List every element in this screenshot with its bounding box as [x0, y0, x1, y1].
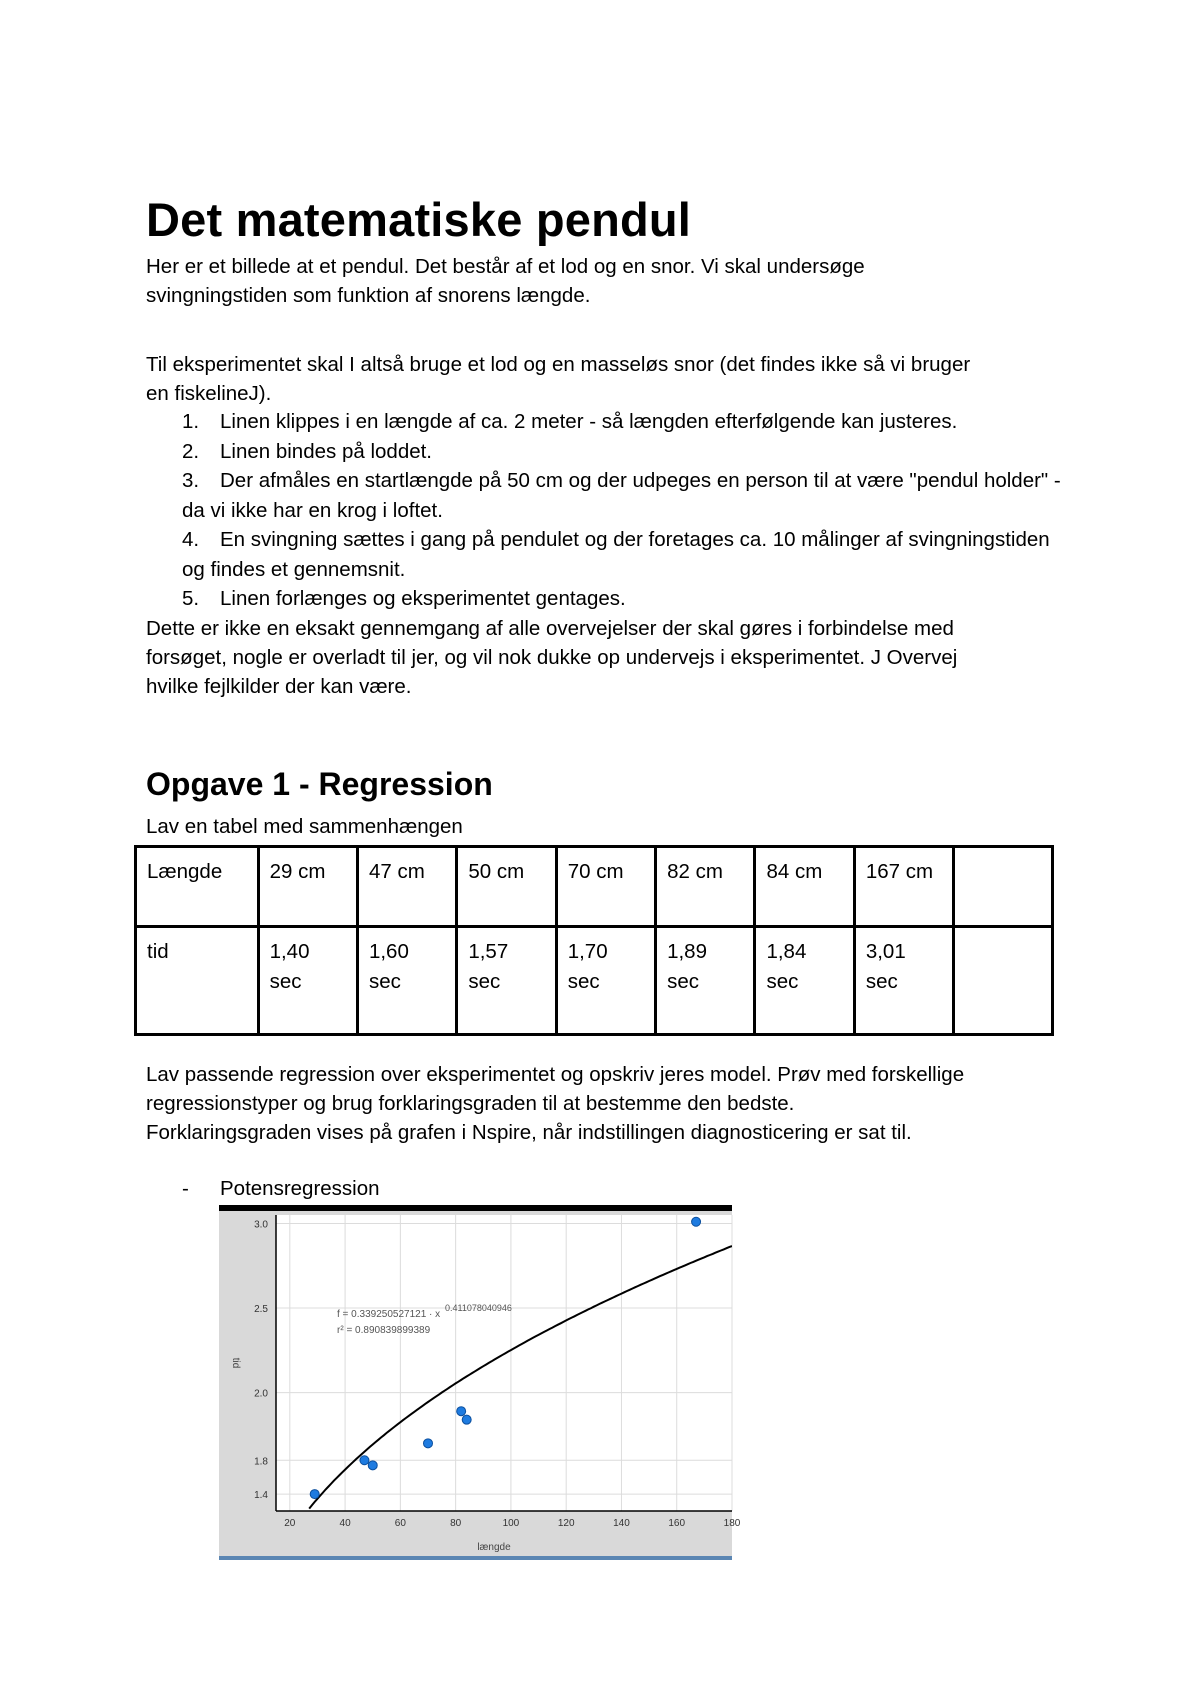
- regression-line: regressionstyper og brug forklaringsgraden til at bestemme den bedste.: [146, 1092, 795, 1115]
- y-tick-label: 3.0: [254, 1219, 268, 1231]
- x-tick-label: 20: [284, 1518, 296, 1529]
- data-point: [692, 1217, 701, 1226]
- table-cell: 1,60 sec: [357, 927, 456, 1035]
- intro-line: svingningstiden som funktion af snorens længde.: [146, 284, 591, 307]
- table-cell: 167 cm: [854, 847, 953, 927]
- fit-r-squared: r² = 0.890839899389: [337, 1325, 431, 1336]
- table-cell: tid: [136, 927, 259, 1035]
- note-line: forsøget, nogle er overladt til jer, og vil nok dukke op undervejs i eksperimentet. J Overvej: [146, 646, 958, 669]
- measurement-table: [134, 845, 1054, 1036]
- table-cell: 70 cm: [556, 847, 655, 927]
- screenshot-bottom-border: [219, 1556, 732, 1560]
- data-point: [462, 1415, 471, 1424]
- regression-line: Lav passende regression over eksperimentet og opskriv jeres model. Prøv med forskellige: [146, 1063, 965, 1086]
- bullet-label: Potensregression: [220, 1177, 380, 1200]
- x-axis-label: længde: [477, 1542, 511, 1553]
- list-item: 5. Linen forlænges og eksperimentet gentages.: [182, 587, 626, 610]
- table-cell: 1,84 sec: [755, 927, 854, 1035]
- note-line: Dette er ikke en eksakt gennemgang af alle overvejelser der skal gøres i forbindelse med: [146, 617, 954, 640]
- table-cell: 29 cm: [258, 847, 357, 927]
- list-item: 1. Linen klippes i en længde af ca. 2 meter - så længden efterfølgende kan justeres.: [182, 410, 958, 433]
- x-tick-label: 160: [668, 1518, 686, 1529]
- x-tick-label: 40: [339, 1518, 351, 1529]
- table-cell: 82 cm: [656, 847, 755, 927]
- list-item: 3. Der afmåles en startlængde på 50 cm og der udpeges en person til at være "pendul holder" - da vi ikke har en krog i loftet.: [182, 469, 1061, 522]
- y-axis-label: tid: [230, 1357, 241, 1369]
- steps-list: [146, 407, 1066, 614]
- table-cell: 3,01 sec: [854, 927, 953, 1035]
- fit-exponent: 0.411078040946: [445, 1303, 512, 1313]
- table-cell: 84 cm: [755, 847, 854, 927]
- data-point: [310, 1490, 319, 1499]
- regression-chart: [219, 1211, 741, 1556]
- y-tick-label: 1.8: [254, 1456, 268, 1468]
- y-tick-label: 2.5: [254, 1304, 268, 1316]
- plot-area: [276, 1215, 732, 1511]
- note-line: hvilke fejlkilder der kan være.: [146, 675, 412, 698]
- data-point: [368, 1461, 377, 1470]
- x-tick-label: 100: [502, 1518, 520, 1529]
- list-item: 2. Linen bindes på loddet.: [182, 439, 433, 463]
- setup-line: Til eksperimentet skal I altså bruge et lod og en masseløs snor (det findes ikke så vi bruger: [146, 353, 971, 376]
- table-intro: Lav en tabel med sammenhængen: [146, 815, 463, 838]
- data-point: [360, 1456, 369, 1465]
- data-point: [457, 1407, 466, 1416]
- data-point: [424, 1439, 433, 1448]
- task1-heading: Opgave 1 - Regression: [146, 766, 493, 802]
- page-title: Det matematiske pendul: [146, 193, 692, 246]
- table-row: [136, 927, 1053, 1035]
- table-row: [136, 847, 1053, 927]
- table-cell: [954, 927, 1053, 1035]
- list-item: 4. En svingning sættes i gang på pendulet og der foretages ca. 10 målinger af svingningstiden og findes et gennemsnit.: [182, 528, 1050, 581]
- table-cell: 50 cm: [457, 847, 556, 927]
- fit-equation: f = 0.339250527121 · x: [337, 1309, 441, 1320]
- table-cell: 1,70 sec: [556, 927, 655, 1035]
- table-cell: [954, 847, 1053, 927]
- x-tick-label: 120: [557, 1518, 575, 1529]
- table-cell: 1,57 sec: [457, 927, 556, 1035]
- regression-line: Forklaringsgraden vises på grafen i Nspire, når indstillingen diagnosticering er sat til.: [146, 1121, 912, 1144]
- x-tick-label: 80: [450, 1518, 462, 1529]
- table-cell: Længde: [136, 847, 259, 927]
- x-tick-label: 60: [394, 1518, 406, 1529]
- table-cell: 1,89 sec: [656, 927, 755, 1035]
- table-cell: 1,40 sec: [258, 927, 357, 1035]
- x-tick-label: 180: [723, 1518, 741, 1529]
- table-cell: 47 cm: [357, 847, 456, 927]
- x-tick-label: 140: [613, 1518, 630, 1529]
- bullet-dash: -: [182, 1177, 189, 1200]
- setup-line: en fiskelineJ).: [146, 382, 272, 405]
- regression-screenshot: [219, 1205, 741, 1560]
- intro-line: Her er et billede at et pendul. Det består af et lod og en snor. Vi skal undersøge: [146, 255, 865, 278]
- y-tick-label: 2.0: [254, 1388, 268, 1400]
- y-tick-label: 1.4: [254, 1490, 268, 1502]
